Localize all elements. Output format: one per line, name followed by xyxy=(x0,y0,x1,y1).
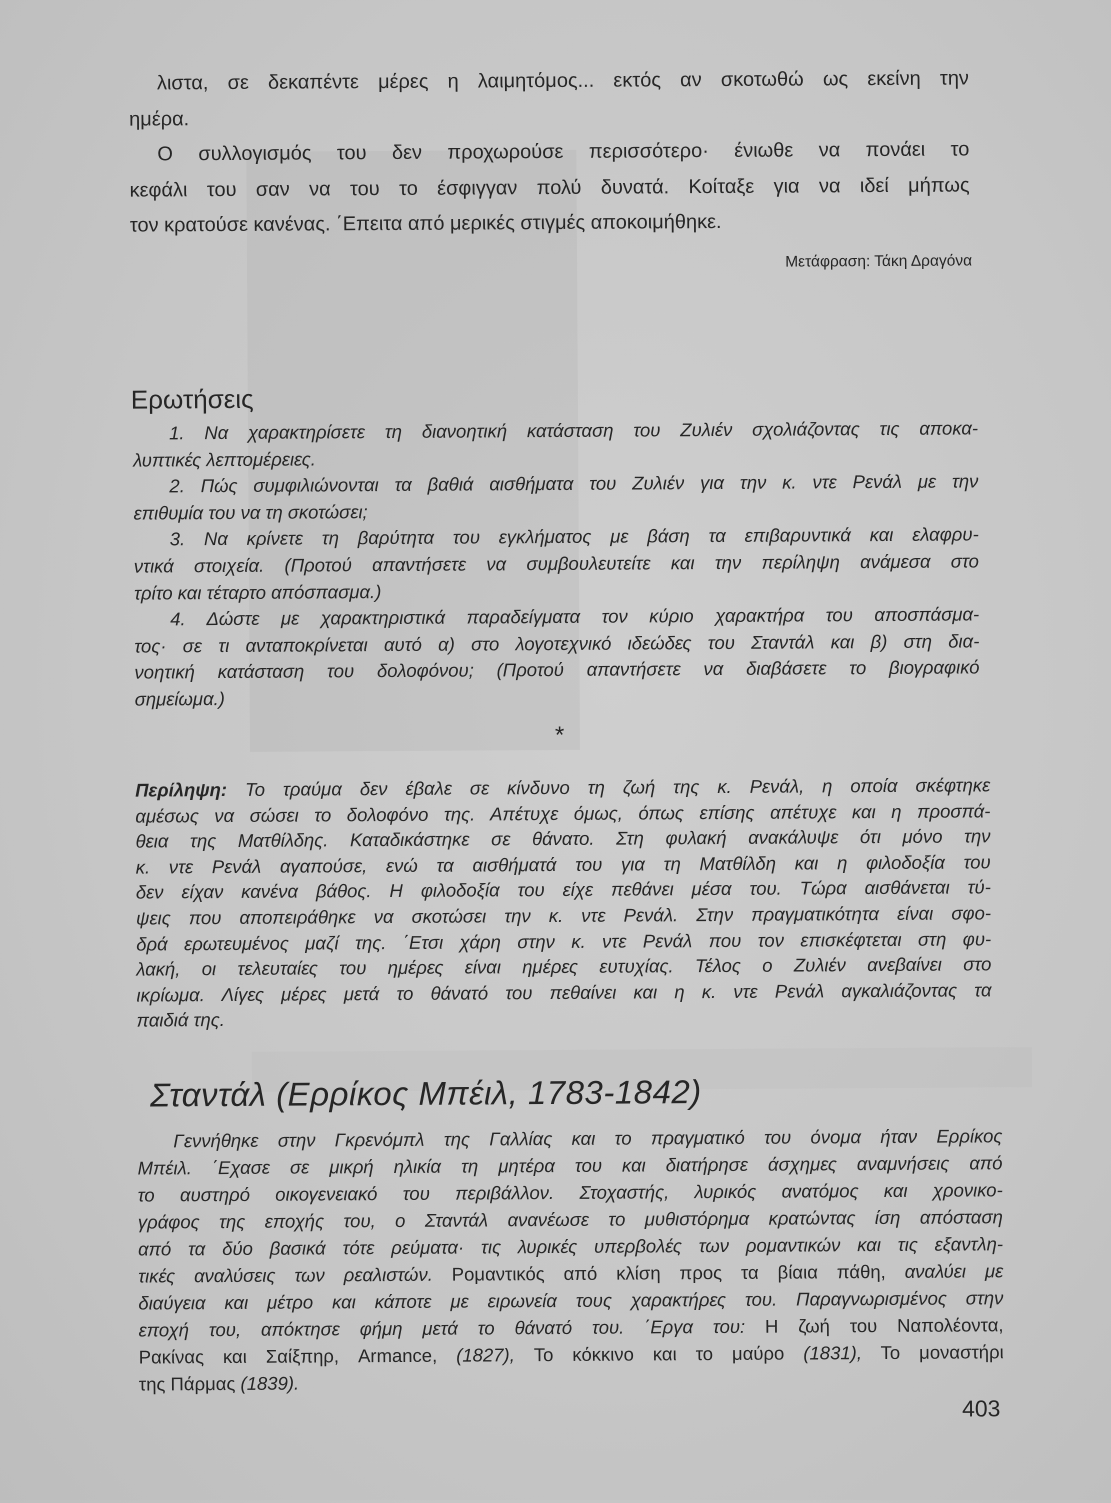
text-segment: Το μοναστήρι xyxy=(861,1341,1004,1364)
text-line xyxy=(134,630,979,657)
text-line xyxy=(133,497,978,524)
text-line xyxy=(138,1179,1003,1206)
text-line xyxy=(135,774,990,801)
text-segment: νοητική κατάσταση του δολοφόνου; (Προτού απαντήσετε να διαβάσετε το βιογραφικό xyxy=(134,656,980,683)
text-segment: παιδιά της. xyxy=(136,1009,225,1031)
text-segment: Το κόκκινο και το μαύρο xyxy=(514,1342,804,1366)
text-line xyxy=(138,1314,1003,1341)
text-segment: αναλύει με xyxy=(885,1260,1004,1282)
text-line xyxy=(169,417,978,444)
text-line xyxy=(137,1005,992,1032)
text-segment: θεια της Ματθίλδης. Καταδικάστηκε σε θάνατο. Στη φυλακή ανακάλυψε ότι μόνο την xyxy=(135,825,991,852)
text-segment: εποχή του, απόκτησε φήμη μετά το θάνατό του. ΄Εργα του: xyxy=(138,1315,746,1341)
text-segment: τρίτο και τέταρτο απόσπασμα.) xyxy=(133,580,382,604)
text-segment: τον κρατούσε κανένας. ΄Επειτα από μερικές στιγμές αποκοιμήθηκε. xyxy=(129,210,722,237)
text-line xyxy=(136,902,991,929)
text-segment: λακή, οι τελευταίες του ημέρες είναι ημέρες ευτυχίας. Τέλος ο Ζυλιέν ανεβαίνει στο xyxy=(136,953,992,980)
text-line xyxy=(138,1233,1003,1260)
text-segment: Η ζωή του Ναπολέοντα, xyxy=(745,1314,1004,1337)
text-line xyxy=(136,954,991,981)
text-line xyxy=(134,550,979,577)
text-line xyxy=(130,174,970,202)
text-segment: ικρίωμα. Λίγες μέρες μετά το θάνατό του πεθαίνει και η κ. ντε Ρενάλ αγκαλιάζοντας τα xyxy=(136,979,992,1006)
text-segment: (1839). xyxy=(240,1372,300,1394)
intro-text xyxy=(0,0,1106,237)
text-segment: κεφάλι του σαν να του το έσφιγγαν πολύ δυνατά. Κοίταξε για να ιδεί μήπως xyxy=(129,173,970,202)
text-segment: Ρομαντικός από κλίση προς τα βίαια πάθη, xyxy=(432,1260,886,1285)
text-line xyxy=(135,683,980,710)
text-segment: λιστα, σε δεκαπέντε μέρες η λαιμητόμος... εκτός αν σκοτωθώ ως εκείνη την xyxy=(156,67,969,95)
text-segment: Ο συλλογισμός του δεν προχωρούσε περισσότερο· ένιωθε να πονάει το xyxy=(157,138,970,166)
text-line xyxy=(137,1152,1002,1179)
biography-title: Σταντάλ (Ερρίκος Μπέιλ, 1783-1842) xyxy=(149,1073,702,1114)
text-segment: τικές αναλύσεις των ρεαλιστών. xyxy=(138,1263,433,1287)
text-segment: της Πάρμας xyxy=(138,1372,241,1395)
text-segment: (1831), xyxy=(803,1342,862,1364)
text-segment: σημείωμα.) xyxy=(134,688,225,710)
text-line xyxy=(136,928,991,955)
text-line xyxy=(170,604,979,631)
text-segment: επιθυμία του να τη σκοτώσει; xyxy=(133,500,368,524)
text-line xyxy=(129,103,969,131)
text-segment: Μπέιλ. ΄Εχασε σε μικρή ηλικία τη μητέρα του και διατήρησε άσχημες αναμνήσεις από xyxy=(137,1152,1003,1179)
text-line xyxy=(136,979,991,1006)
text-line xyxy=(139,1341,1004,1368)
text-line xyxy=(173,1125,1002,1152)
text-line xyxy=(138,1260,1003,1287)
text-segment: Γεννήθηκε στην Γκρενόμπλ της Γαλλίας και το πραγματικό του όνομα ήταν Ερρίκος xyxy=(173,1125,1003,1152)
text-segment: 3. Να κρίνετε τη βαρύτητα του εγκλήματος με βάση τα επιβαρυντικά και ελαφρυ- xyxy=(169,523,979,550)
text-line xyxy=(130,209,970,237)
text-line xyxy=(170,524,979,551)
text-segment: το αυστηρό οικογενειακό του περιβάλλον. Στοχαστής, λυρικός ανατόμος και χρονικο- xyxy=(137,1179,1003,1206)
text-segment: γράφος της εποχής του, ο Σταντάλ ανανέωσε το μυθιστόρημα κρατώντας ίση απόσταση xyxy=(137,1206,1003,1233)
text-segment: Το τραύμα δεν έβαλε σε κίνδυνο τη ζωή της κ. Ρενάλ, η οποία σκέφτηκε xyxy=(226,774,991,801)
text-line xyxy=(135,826,990,853)
text-segment: τος· σε τι ανταποκρίνεται αυτό α) στο λογοτεχνικό ιδεώδες του Σταντάλ και β) στη δια- xyxy=(134,630,980,657)
text-line xyxy=(135,800,990,827)
text-line xyxy=(134,657,979,684)
text-segment: από τα δύο βασικά τότε ρεύματα· τις λυρικές υπερβολές των ρομαντικών και τις εξαντλη- xyxy=(137,1233,1004,1260)
text-line xyxy=(157,67,969,95)
text-segment: δεν είχαν κανένα βάθος. Η φιλοδοξία του είχε πεθάνει μέσα του. Τώρα αισθάνεται τύ- xyxy=(135,876,991,903)
page-number: 403 xyxy=(961,1395,1001,1422)
text-segment: 4. Δώστε με χαρακτηριστικά παραδείγματα τον κύριο χαρακτήρα του αποσπάσμα- xyxy=(170,603,980,630)
summary-label: Περίληψη: xyxy=(135,779,228,801)
text-line xyxy=(133,444,978,471)
text-segment: (1827), xyxy=(456,1344,515,1366)
text-segment: κ. ντε Ρενάλ αγαπούσε, ενώ τα αισθήματά του για τη Ματθίλδη και η φιλοδοξία του xyxy=(135,851,991,878)
questions-heading: Ερωτήσεις xyxy=(130,383,254,415)
text-segment: ψεις που αποπειράθηκε να σκοτώσει την κ. ντε Ρενάλ. Στην πραγματικότητα είναι σφο- xyxy=(135,902,992,929)
text-segment: διαύγεια και μέτρο και κάποτε με ειρωνεία τους χαρακτήρες του. Παραγνωρισμένος στην xyxy=(138,1287,1004,1314)
text-segment: αμέσως να σώσει το δολοφόνο της. Απέτυχε όμως, όπως επίσης απέτυχε και η προσπά- xyxy=(135,799,991,827)
text-segment: ημέρα. xyxy=(129,107,190,131)
translation-credit: Μετάφραση: Τάκη Δραγόνα xyxy=(785,252,973,271)
text-line xyxy=(138,1287,1003,1314)
text-segment: 2. Πώς συμφιλιώνονται τα βαθιά αισθήματα του Ζυλιέν για την κ. ντε Ρενάλ με την xyxy=(169,470,979,497)
section-separator: * xyxy=(554,721,565,750)
text-line xyxy=(136,851,991,878)
text-line xyxy=(157,138,969,166)
text-segment: 1. Να χαρακτηρίσετε τη διανοητική κατάσταση του Ζυλιέν σχολιάζοντας τις αποκα- xyxy=(168,417,979,444)
text-line xyxy=(138,1206,1003,1233)
text-line xyxy=(134,577,979,604)
text-line xyxy=(169,471,978,498)
text-segment: ντικά στοιχεία. (Προτού απαντήσετε να συμβουλευτείτε και την περίληψη ανάμεσα στο xyxy=(133,550,979,577)
text-line xyxy=(139,1368,1004,1395)
text-segment: λυπτικές λεπτομέρειες. xyxy=(133,448,316,471)
text-segment: δρά ερωτευμένος μαζί της. ΄Ετσι χάρη στην κ. ντε Ρενάλ που τον επισκέφτεται στη φυ- xyxy=(136,927,992,955)
text-segment: Ρακίνας και Σαίξπηρ, Armance, xyxy=(138,1344,457,1368)
text-line xyxy=(136,877,991,904)
